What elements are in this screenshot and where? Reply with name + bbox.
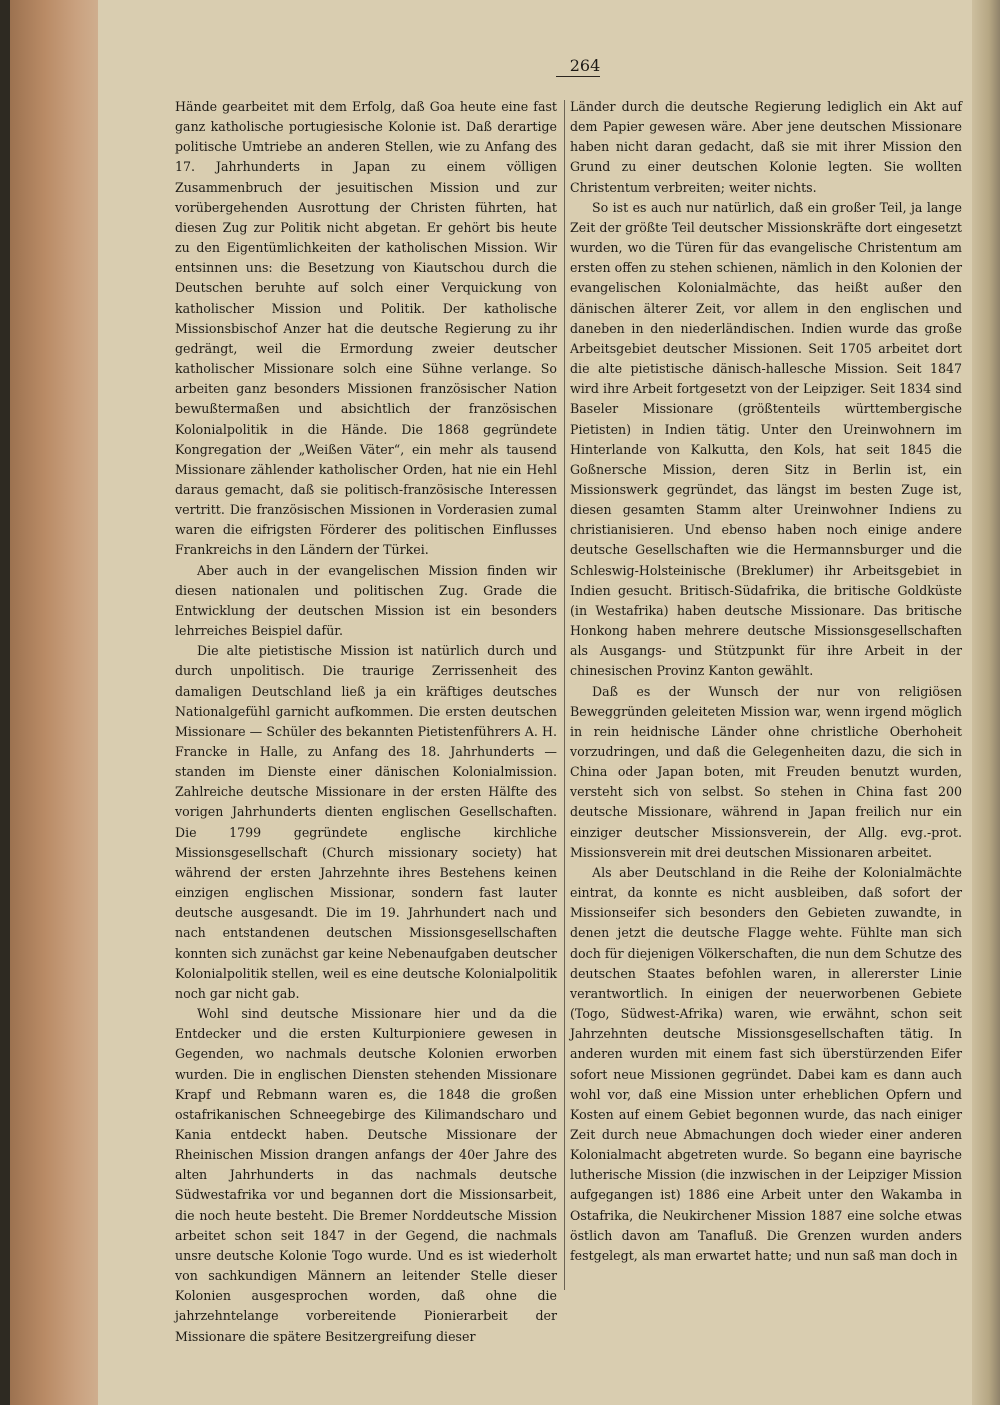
page-number-rule	[556, 76, 600, 77]
book-binding-edge	[10, 0, 98, 1405]
left-text-column	[175, 97, 557, 1347]
page-number: 264	[569, 56, 601, 75]
paragraph: Wohl sind deutsche Missionare hier und da die Entdecker und die ersten Kulturpioniere gewesen in Gegenden, wo nachmals deutsche Kolonien erworben wurden. Die in englischen Diensten stehenden Missionare Krapf und Rebmann waren es, die 1848 die großen ostafrikanischen Schneegebirge des Kilimandscharo und Kania entdeckt haben. Deutsche Missionare der Rheinischen Mission drangen anfangs der 40er Jahre des alten Jahrhunderts in das nachmals deutsche Südwestafrika vor und begannen dort die Missionsarbeit, die noch heute besteht. Die Bremer Norddeutsche Mission arbeitet schon seit 1847 in der Gegend, die nachmals unsre deutsche Kolonie Togo wurde. Und es ist wiederholt von sachkundigen Männern an leitender Stelle dieser Kolonien ausgesprochen worden, daß ohne die jahrzehntelange vorbereitende Pionierarbeit der Missionare die spätere Besitzergreifung dieser	[175, 1006, 557, 1344]
right-text-column	[570, 97, 962, 1266]
paragraph: Die alte pietistische Mission ist natürlich durch und durch unpolitisch. Die traurige Zerrissenheit des damaligen Deutschland ließ ja ein kräftiges deutsches Nationalgefühl garnicht aufkommen. Die ersten deutschen Missionare — Schüler des bekannten Pietistenführers A. H. Francke in Halle, zu Anfang des 18. Jahrhunderts — standen im Dienste einer dänischen Kolonialmission. Zahlreiche deutsche Missionare in der ersten Hälfte des vorigen Jahrhunderts dienten englischen Gesellschaften. Die 1799 gegründete englische kirchliche Missionsgesellschaft (Church missionary society) hat während der ersten Jahrzehnte ihres Bestehens keinen einzigen englischen Missionar, sondern fast lauter deutsche ausgesandt. Die im 19. Jahrhundert nach und nach entstandenen deutschen Missionsgesellschaften konnten sich zunächst gar keine Nebenaufgaben deutscher Kolonialpolitik stellen, weil es eine deutsche Kolonialpolitik noch gar nicht gab.	[175, 643, 557, 1001]
column-divider	[564, 100, 565, 1290]
paragraph: So ist es auch nur natürlich, daß ein großer Teil, ja lange Zeit der größte Teil deutscher Missionskräfte dort eingesetzt wurden, wo die Türen für das evangelische Christentum am ersten offen zu stehen schienen, nämlich in den Kolonien der evangelischen Kolonialmächte, das heißt außer den dänischen älterer Zeit, vor allem in den englischen und daneben in den niederländischen. Indien wurde das große Arbeitsgebiet deutscher Missionen. Seit 1705 arbeitet dort die alte pietistische dänisch-hallesche Mission. Seit 1847 wird ihre Arbeit fortgesetzt von der Leipziger. Seit 1834 sind Baseler Missionare (größtenteils württembergische Pietisten) in Indien tätig. Unter den Ureinwohnern im Hinterlande von Kalkutta, den Kols, hat seit 1845 die Goßnersche Mission, deren Sitz in Berlin ist, ein Missionswerk gegründet, das längst im besten Zuge ist, diesen gesamten Stamm alter Ureinwohner Indiens zu christianisieren. Und ebenso haben noch einige andere deutsche Gesellschaften wie die Hermannsburger und die Schleswig-Holsteinische (Breklumer) ihr Arbeitsgebiet in Indien gesucht. Britisch-Südafrika, die britische Goldküste (in Westafrika) haben deutsche Missionare. Das britische Honkong haben mehrere deutsche Missionsgesellschaften als Ausgangs- und Stützpunkt für ihre Arbeit in der chinesischen Provinz Kanton gewählt.	[570, 199, 962, 679]
paragraph: Daß es der Wunsch der nur von religiösen Beweggründen geleiteten Mission war, wenn irgend möglich in rein heidnische Länder ohne christliche Oberhoheit vorzudringen, und daß die Gelegenheiten dazu, die sich in China oder Japan boten, mit Freuden benutzt wurden, versteht sich von selbst. So stehen in China fast 200 deutsche Missionare, während in Japan freilich nur ein einziger deutscher Missionsverein, der Allg. evg.-prot. Missionsverein mit drei deutschen Missionaren arbeitet.	[570, 683, 962, 860]
scan-border	[0, 0, 10, 1405]
paragraph: Länder durch die deutsche Regierung lediglich ein Akt auf dem Papier gewesen wäre. Aber jene deutschen Missionare haben nicht daran gedacht, daß sie mit ihrer Mission den Grund zu einer deutschen Kolonie legten. Sie wollten Christentum verbreiten; weiter nichts.	[570, 99, 962, 195]
page-edge-shadow	[972, 0, 1000, 1405]
paragraph: Aber auch in der evangelischen Mission finden wir diesen nationalen und politischen Zug. Grade die Entwicklung der deutschen Mission ist ein besonders lehrreiches Beispiel dafür.	[175, 562, 557, 639]
paragraph: Als aber Deutschland in die Reihe der Kolonialmächte eintrat, da konnte es nicht ausbleiben, daß sofort der Missionseifer sich besonders den Gebieten zuwandte, in denen jetzt die deutsche Flagge wehte. Fühlte man sich doch für diejenigen Völkerschaften, die nun dem Schutze des deutschen Staates befohlen waren, in allererster Linie verantwortlich. In einigen der neuerworbenen Gebiete (Togo, Südwest-Afrika) waren, wie erwähnt, schon seit Jahrzehnten deutsche Missionsgesellschaften tätig. In anderen wurden mit einem fast sich überstürzenden Eifer sofort neue Missionen gegründet. Dabei kam es dann auch wohl vor, daß eine Mission unter erheblichen Opfern und Kosten auf einem Gebiet begonnen wurde, das nach einiger Zeit durch neue Abmachungen doch wieder einer anderen Kolonialmacht abgetreten wurde. So begann eine bayrische lutherische Mission (die inzwischen in der Leipziger Mission aufgegangen ist) 1886 eine Arbeit unter den Wakamba in Ostafrika, die Neukirchener Mission 1887 eine solche etwas östlich davon am Tanafluß. Die Grenzen wurden anders festgelegt, als man erwartet hatte; und nun saß man doch in	[570, 864, 962, 1263]
paragraph: Hände gearbeitet mit dem Erfolg, daß Goa heute eine fast ganz katholische portugiesische Kolonie ist. Daß derartige politische Umtriebe an anderen Stellen, wie zu Anfang des 17. Jahrhunderts in Japan zu einem völligen Zusammenbruch der jesuitischen Mission und zur vorübergehenden Ausrottung der Christen führten, hat diesen Zug zur Politik nicht abgetan. Er gehört bis heute zu den Eigentümlichkeiten der katholischen Mission. Wir entsinnen uns: die Besetzung von Kiautschou durch die Deutschen beruhte auf solch einer Verquickung von katholischer Mission und Politik. Der katholische Missionsbischof Anzer hat die deutsche Regierung zu ihr gedrängt, weil die Ermordung zweier deutscher katholischer Missionare solch eine Sühne verlange. So arbeiten ganz besonders Missionen französischer Nation bewußtermaßen und absichtlich der französischen Kolonialpolitik in die Hände. Die 1868 gegründete Kongregation der „Weißen Väter“, ein mehr als tausend Missionare zählender katholischer Orden, hat nie ein Hehl daraus gemacht, daß sie politisch-französische Interessen vertritt. Die französischen Missionen in Vorderasien zumal waren die eifrigsten Förderer des politischen Einflusses Frankreichs in den Ländern der Türkei.	[175, 99, 557, 558]
